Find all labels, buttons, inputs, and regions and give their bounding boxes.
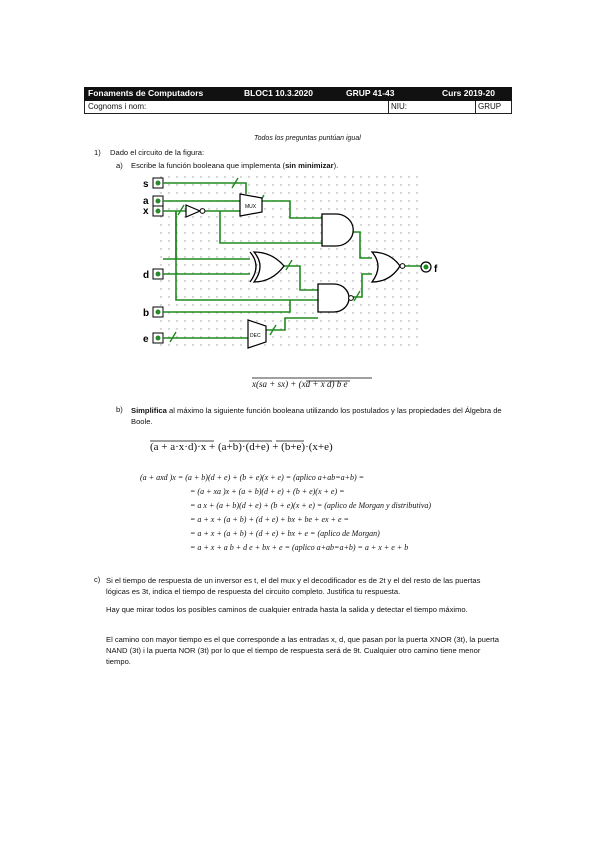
group-range: GRUP 41-43 xyxy=(346,88,395,98)
answer-a: x(sa + sx) + (xd + x d) b e xyxy=(252,379,348,389)
q1b-label: b) xyxy=(116,405,123,414)
input-label-b: b xyxy=(143,308,150,319)
dec-label: DEC xyxy=(250,333,261,339)
q1c-question: Si el tiempo de respuesta de un inversor es t, el del mux y el decodificador es de 2t y el del resto de las puertas lógicas es 3t, indica el tiempo de respuesta del circuito completo. Justifica tu respuesta. xyxy=(106,576,481,596)
group-label: GRUP xyxy=(478,102,502,111)
b-step-2: = (a + xa )x + (a + b)(d + e) + (b + e)(x + e) = xyxy=(190,487,345,496)
q1a-suffix: ). xyxy=(333,161,339,170)
q1-number: 1) xyxy=(94,148,101,157)
input-label-s: s xyxy=(143,179,149,190)
q1a-prefix: Escribe la función booleana que implementa ( xyxy=(131,161,286,170)
q1a-bold: sin minimizar xyxy=(285,161,334,170)
q1c-answer-1: Hay que mirar todos los posibles caminos de cualquier entrada hasta la salida y detectar el tiempo máximo. xyxy=(106,605,468,614)
b-step-5: = a + x + (a + b) + (d + e) + bx + e = (aplico de Morgan) xyxy=(190,529,380,538)
output-label-f: f xyxy=(434,264,438,275)
b-step-6: = a + x + a b + d e + bx + e = (aplico a+ab=a+b) = a + x + e + b xyxy=(190,543,409,552)
q1b-bold: Simplifica xyxy=(131,406,167,415)
q1-intro: Dado el circuito de la figura: xyxy=(110,148,205,157)
scoring-note: Todos los preguntas puntúan igual xyxy=(254,135,361,142)
q1c-answer-2: El camino con mayor tiempo es el que corresponde a las entradas x, d, que pasan por la puerta XNOR (3t), la puerta NAND (3t) i la puerta NOR (3t) por lo que el tiempo de respuesta será de 9t. Cualquier otro camino tiene menor tiempo. xyxy=(106,635,499,666)
course-title: Fonaments de Computadors xyxy=(88,88,204,98)
b-expression: (a + a·x·d)·x + (a+b)·(d+e) + (b+e)·(x+e) xyxy=(150,441,333,453)
mux-label: MUX xyxy=(245,204,257,210)
b-step-1: (a + axd )x = (a + b)(d + e) + (b + e)(x + e) = (aplico a+ab=a+b) = xyxy=(140,473,365,482)
name-label: Cognoms i nom: xyxy=(88,102,147,111)
input-label-x: x xyxy=(143,206,149,217)
course-year: Curs 2019-20 xyxy=(442,88,495,98)
input-label-d: d xyxy=(143,270,150,281)
b-step-3: = a x + (a + b)(d + e) + (b + e)(x + e) = (aplico de Morgan y distributiva) xyxy=(190,501,432,510)
b-step-4: = a + x + (a + b) + (d + e) + bx + be + ex + e = xyxy=(190,515,349,524)
input-label-a: a xyxy=(143,196,149,207)
q1c-label: c) xyxy=(94,575,101,584)
bloc-date: BLOC1 10.3.2020 xyxy=(244,88,313,98)
q1b-body: al máximo la siguiente función booleana utilizando los postulados y las propiedades del Álgebra de Boole. xyxy=(131,406,502,426)
q1a-label: a) xyxy=(116,161,123,170)
niu-label: NIU: xyxy=(391,102,407,111)
input-label-e: e xyxy=(143,334,149,345)
